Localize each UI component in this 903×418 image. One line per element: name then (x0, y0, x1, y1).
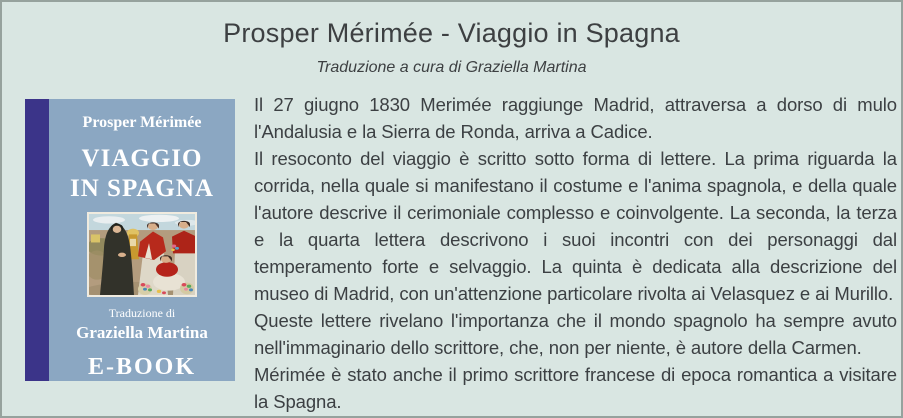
book-title-line2: IN SPAGNA (70, 175, 214, 202)
book-spine (25, 99, 49, 381)
book-cover (25, 99, 235, 381)
description-paragraph-2: Il resoconto del viaggio è scritto sotto forma di lettere. La prima riguarda la corrida, nella quale si manifestano il costume e l'anima spagnola, e della quale l'autore descrive il cerimoniale complesso e coinvolgente. La seconda, la terza e la quarta lettera descrivono i suoi incontri con dei personaggi dal temperamento forte e selvaggio. La quinta è dedicata alla descrizione del museo di Madrid, con un'attenzione particolare rivolta ai Velasquez e ai Murillo. (254, 148, 897, 304)
book-format-label: E-BOOK (87, 354, 196, 380)
header (2, 18, 901, 77)
book-title-line1: VIAGGIO (81, 145, 203, 172)
book-translation-label: Traduzione di (108, 306, 176, 320)
book-translator: Graziella Martina (76, 323, 208, 342)
description-paragraph-1: Il 27 giugno 1830 Merimée raggiunge Madrid, attraversa a dorso di mulo l'Andalusia e la Sierra de Ronda, arriva a Cadice. (254, 94, 897, 142)
book-cover-front (49, 99, 235, 381)
description-paragraph-3: Queste lettere rivelano l'importanza che il mondo spagnolo ha sempre avuto nell'immaginario dello scrittore, che, non per niente, è autore della Carmen. (254, 310, 897, 358)
book-author: Prosper Mérimée (82, 114, 202, 131)
book-cover-painting (87, 212, 197, 297)
spanish-women-painting-image (89, 214, 195, 295)
page-title: Prosper Mérimée - Viaggio in Spagna (223, 18, 680, 48)
description-paragraph-4: Mérimée è stato anche il primo scrittore francese di epoca romantica a visitare la Spagna. (254, 364, 897, 412)
page-subtitle: Traduzione a cura di Graziella Martina (316, 59, 587, 76)
book-title (70, 144, 214, 204)
book-description (254, 91, 897, 415)
